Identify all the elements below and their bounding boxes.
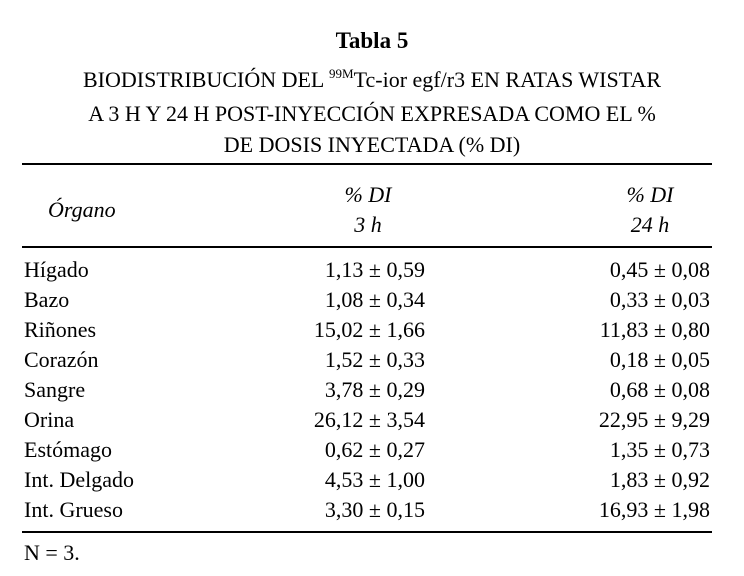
cell-24h: 22,95 ± 9,29 (598, 407, 710, 432)
cell-organ: Sangre (24, 377, 86, 402)
cell-3h: 4,53 ± 1,00 (324, 467, 425, 492)
header-24h-top: % DI (626, 182, 674, 207)
cell-organ: Bazo (24, 287, 70, 312)
cell-24h: 16,93 ± 1,98 (598, 497, 710, 522)
cell-24h: 11,83 ± 0,80 (599, 317, 710, 342)
table-bottom-rule (22, 531, 712, 533)
caption-line-1 (0, 64, 744, 98)
header-column-3h (318, 180, 418, 240)
cell-organ: Riñones (24, 317, 97, 342)
table-header-rule (22, 246, 712, 248)
table-row (0, 375, 744, 405)
header-organ: Órgano (48, 197, 116, 222)
cell-24h: 0,18 ± 0,05 (609, 347, 710, 372)
cell-24h: 0,45 ± 0,08 (609, 257, 710, 282)
table-row (0, 345, 744, 375)
caption-line-3: DE DOSIS INYECTADA (% DI) (223, 132, 521, 157)
cell-3h: 1,52 ± 0,33 (324, 347, 425, 372)
cell-organ: Int. Delgado (24, 467, 134, 492)
cell-organ: Estómago (24, 437, 112, 462)
cell-24h: 1,83 ± 0,92 (609, 467, 710, 492)
header-24h-bottom: 24 h (630, 212, 670, 237)
table-row (0, 405, 744, 435)
caption-line-1-suffix: Tc-ior egf/r3 EN RATAS WISTAR (353, 67, 661, 92)
table-caption (0, 64, 744, 160)
cell-organ: Orina (24, 407, 75, 432)
cell-3h: 3,78 ± 0,29 (324, 377, 425, 402)
table-row (0, 285, 744, 315)
cell-organ: Corazón (24, 347, 99, 372)
table-number: Tabla 5 (335, 28, 409, 53)
table-row (0, 315, 744, 345)
table-top-rule (22, 163, 712, 165)
header-3h-bottom: 3 h (354, 212, 382, 237)
cell-24h: 0,33 ± 0,03 (609, 287, 710, 312)
cell-24h: 1,35 ± 0,73 (609, 437, 710, 462)
cell-3h: 1,13 ± 0,59 (324, 257, 425, 282)
cell-3h: 26,12 ± 3,54 (313, 407, 425, 432)
table-row (0, 465, 744, 495)
cell-organ: Hígado (24, 257, 89, 282)
caption-line-1-prefix: BIODISTRIBUCIÓN DEL (82, 67, 330, 92)
isotope-superscript: 99M (329, 66, 354, 81)
cell-organ: Int. Grueso (24, 497, 123, 522)
cell-3h: 0,62 ± 0,27 (324, 437, 425, 462)
header-column-24h (600, 180, 700, 240)
cell-3h: 15,02 ± 1,66 (313, 317, 425, 342)
table-row (0, 255, 744, 285)
header-3h-top: % DI (344, 182, 392, 207)
table-body (0, 255, 744, 525)
table-row (0, 435, 744, 465)
table-row (0, 495, 744, 525)
cell-3h: 3,30 ± 0,15 (324, 497, 425, 522)
table-footnote: N = 3. (24, 540, 80, 565)
cell-24h: 0,68 ± 0,08 (609, 377, 710, 402)
cell-3h: 1,08 ± 0,34 (324, 287, 425, 312)
caption-line-2: A 3 H Y 24 H POST-INYECCIÓN EXPRESADA COMO EL % (88, 101, 656, 126)
